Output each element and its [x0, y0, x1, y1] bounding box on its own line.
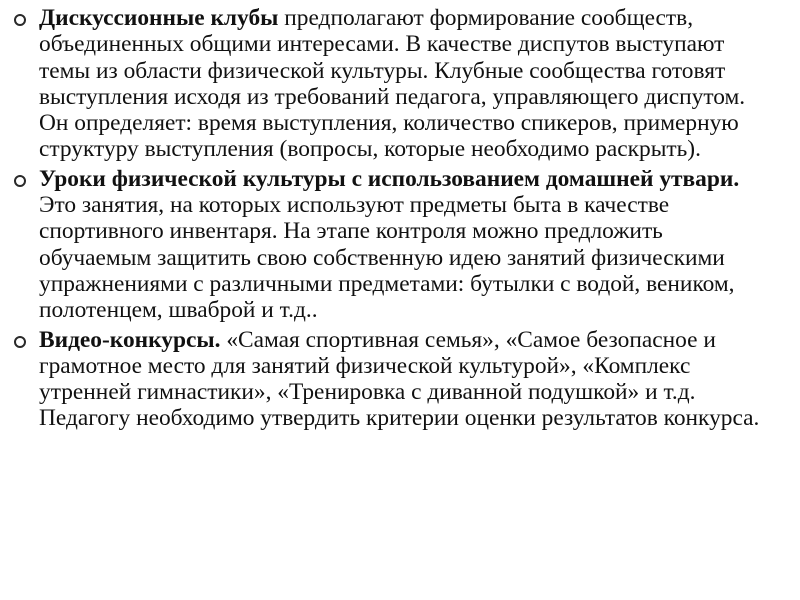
list-item-household-utensils-lessons — [12, 166, 780, 324]
item-title: Уроки физической культуры с использованием домашней утвари. — [39, 165, 740, 192]
item-title: Видео-конкурсы. — [39, 326, 221, 353]
hollow-circle-bullet-icon — [14, 336, 26, 348]
bullet-list — [12, 5, 780, 432]
item-text: предполагают формирование сообществ, объединенных общими интересами. В качестве диспутов выступают темы из области физической культуры. Клубные сообщества готовят выступления исходя из требований педагога, управляющего диспутом. Он определяет: время выступления, количество спикеров, примерную структуру выступления (вопросы, которые необходимо раскрыть). — [39, 5, 746, 163]
hollow-circle-bullet-icon — [14, 14, 26, 26]
item-text: «Самая спортивная семья», «Самое безопасное и грамотное место для занятий физической культурой», «Комплекс утренней гимнастики», «Тренировка с диванной подушкой» и т.д. Педагогу необходимо утвердить критерии оценки результатов конкурса. — [39, 326, 760, 432]
list-item-discussion-clubs — [12, 5, 780, 163]
item-text: Это занятия, на которых используют предметы быта в качестве спортивного инвентаря. На этапе контроля можно предложить обучаемым защитить свою собственную идею занятий физическими упражнениями с различными предметами: бутылки с водой, веником, полотенцем, шваброй и т.д.. — [39, 192, 735, 324]
list-item-video-contests — [12, 327, 780, 432]
item-title: Дискуссионные клубы — [39, 5, 279, 31]
hollow-circle-bullet-icon — [14, 175, 26, 187]
